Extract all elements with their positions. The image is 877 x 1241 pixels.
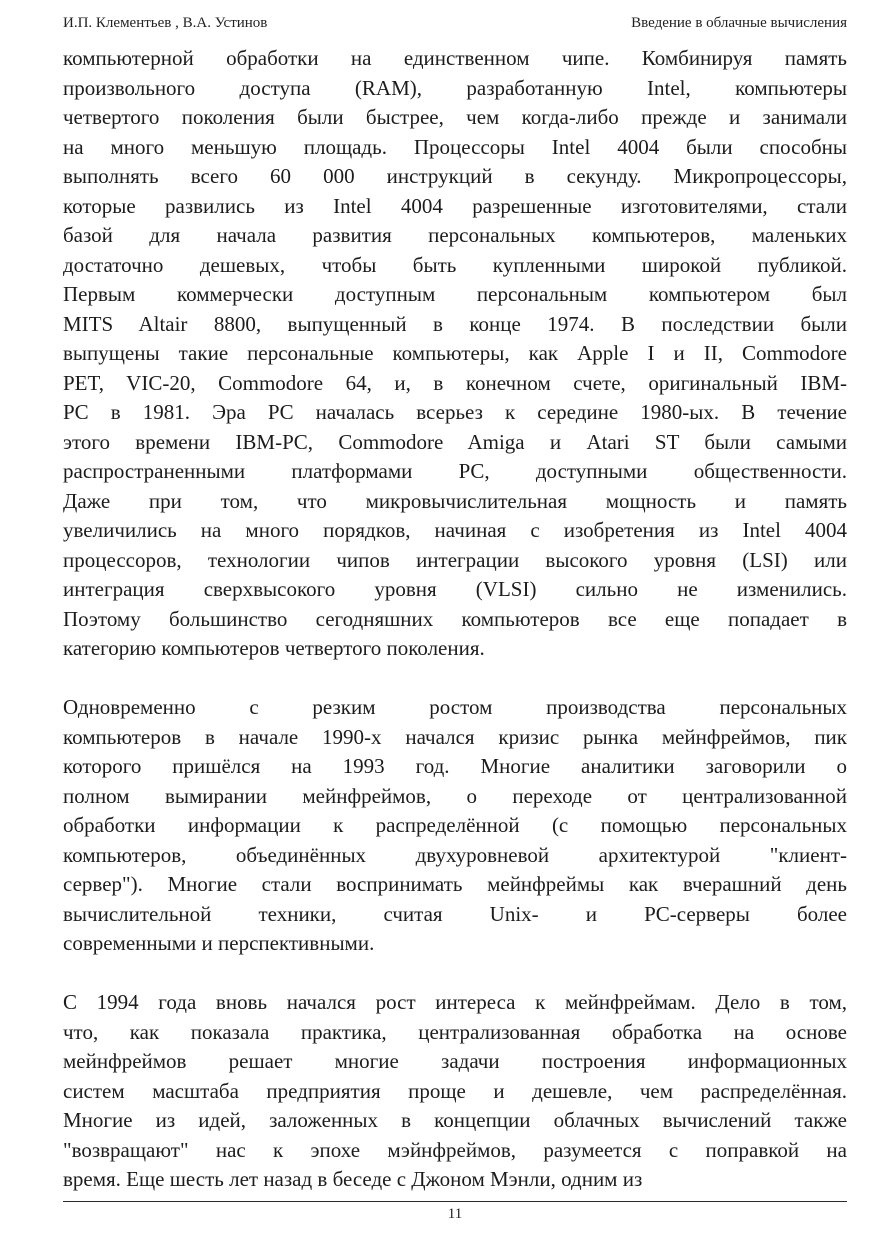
text-line: Многие из идей, заложенных в концепции облачных вычислений также: [63, 1108, 847, 1132]
header-authors: И.П. Клементьев , В.А. Устинов: [63, 15, 268, 31]
text-line: этого времени IBM-PC, Commodore Amiga и Atari ST были самыми: [63, 429, 847, 454]
paragraph: [63, 693, 847, 959]
text-line: MITS Altair 8800, выпущенный в конце 1974. В последствии были: [63, 311, 847, 336]
text-line: на много меньшую площадь. Процессоры Intel 4004 были способны: [63, 134, 847, 159]
text-line: компьютеров, объединённых двухуровневой архитектурой "клиент-: [63, 842, 847, 867]
text-line: произвольного доступа (RAM), разработанную Intel, компьютеры: [63, 75, 847, 100]
text-line: PC в 1981. Эра PC началась всерьез к середине 1980-ых. В течение: [63, 400, 847, 424]
body-text: [63, 44, 847, 1195]
page-footer: [63, 1205, 847, 1223]
text-line: PET, VIC-20, Commodore 64, и, в конечном счете, оригинальный IBM-: [63, 370, 847, 395]
page-header: [63, 14, 847, 32]
text-line: базой для начала развития персональных компьютеров, маленьких: [63, 223, 847, 247]
footer-rule: [63, 1201, 847, 1202]
text-line: категорию компьютеров четвертого поколения.: [63, 636, 485, 660]
text-line: полном вымирании мейнфреймов, о переходе от централизованной: [63, 783, 847, 808]
text-line: Одновременно с резким ростом производства персональных: [63, 695, 847, 719]
text-line: четвертого поколения были быстрее, чем когда-либо прежде и занимали: [63, 105, 847, 129]
text-line: которого пришёлся на 1993 год. Многие аналитики заговорили о: [63, 754, 847, 778]
text-line: увеличились на много порядков, начиная с изобретения из Intel 4004: [63, 518, 847, 542]
text-line: Поэтому большинство сегодняшних компьютеров все еще попадает в: [63, 606, 847, 631]
text-line: компьютерной обработки на единственном чипе. Комбинируя память: [63, 46, 847, 70]
text-line: достаточно дешевых, чтобы быть купленными широкой публикой.: [63, 252, 847, 277]
text-line: что, как показала практика, централизованная обработка на основе: [63, 1019, 847, 1044]
paragraph: [63, 988, 847, 1195]
text-line: современными и перспективными.: [63, 931, 375, 955]
text-line: "возвращают" нас к эпохе мэйнфреймов, разумеется с поправкой на: [63, 1137, 847, 1162]
text-line: процессоров, технологии чипов интеграции высокого уровня (LSI) или: [63, 547, 847, 572]
text-line: которые развились из Intel 4004 разрешенные изготовителями, стали: [63, 193, 847, 218]
text-line: обработки информации к распределённой (с помощью персональных: [63, 813, 847, 837]
text-line: С 1994 года вновь начался рост интереса к мейнфреймам. Дело в том,: [63, 990, 847, 1014]
text-line: интеграция сверхвысокого уровня (VLSI) сильно не изменились.: [63, 577, 847, 601]
text-line: выпущены такие персональные компьютеры, как Apple I и II, Commodore: [63, 341, 847, 365]
paragraph: [63, 44, 847, 664]
text-line: Даже при том, что микровычислительная мощность и память: [63, 488, 847, 513]
header-book-title: Введение в облачные вычисления: [631, 15, 847, 31]
text-line: мейнфреймов решает многие задачи построения информационных: [63, 1049, 847, 1073]
page-number: 11: [447, 1206, 463, 1222]
text-line: распространенными платформами PC, доступными общественности.: [63, 459, 847, 483]
text-line: систем масштаба предприятия проще и дешевле, чем распределённая.: [63, 1078, 847, 1103]
text-line: время. Еще шесть лет назад в беседе с Джоном Мэнли, одним из: [63, 1167, 643, 1191]
text-line: Первым коммерчески доступным персональным компьютером был: [63, 282, 847, 306]
text-line: компьютеров в начале 1990-х начался кризис рынка мейнфреймов, пик: [63, 724, 847, 749]
text-line: вычислительной техники, считая Unix- и PC-серверы более: [63, 901, 847, 926]
text-line: выполнять всего 60 000 инструкций в секунду. Микропроцессоры,: [63, 164, 847, 188]
text-line: сервер"). Многие стали воспринимать мейнфреймы как вчерашний день: [63, 872, 847, 896]
